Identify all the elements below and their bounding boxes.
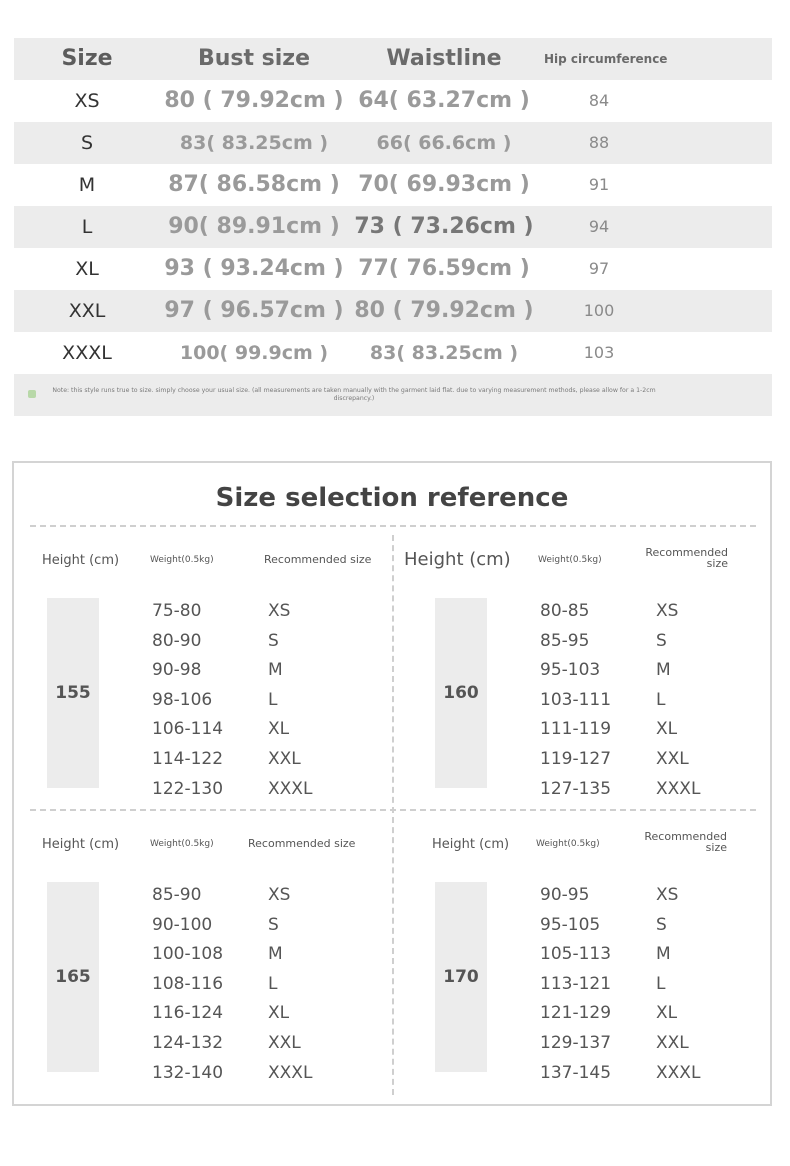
list-item: XXL	[268, 748, 301, 769]
list-item: 105-113	[540, 944, 612, 965]
recommended-label: Recommended size	[264, 553, 372, 566]
waist-cell: 80 ( 79.92cm )	[354, 298, 534, 323]
waist-cell: 73 ( 73.26cm )	[354, 214, 534, 239]
weight-label: Weight(0.5kg)	[150, 839, 214, 849]
list-item: 132-140	[152, 1062, 224, 1083]
height-block-165	[28, 817, 388, 1087]
list-item: 98-106	[152, 689, 213, 710]
weight-list	[540, 881, 611, 1088]
list-item: XXXL	[268, 1062, 313, 1083]
list-item: XXXL	[268, 778, 313, 799]
weight-list	[540, 597, 611, 804]
bust-cell: 97 ( 96.57cm )	[164, 298, 344, 323]
list-item: 119-127	[540, 748, 612, 769]
size-selection-reference-card	[12, 461, 772, 1106]
waist-cell: 64( 63.27cm )	[358, 88, 530, 113]
size-cell: XXXL	[62, 342, 112, 364]
list-item: M	[656, 660, 671, 681]
size-cell: XS	[74, 90, 100, 112]
table-row	[14, 80, 772, 122]
height-value: 155	[47, 598, 99, 788]
list-item: S	[268, 914, 279, 935]
list-item: 122-130	[152, 778, 224, 799]
height-label: Height (cm)	[432, 837, 510, 852]
list-item: 75-80	[152, 601, 202, 621]
table-row	[14, 206, 772, 248]
bust-cell: 80 ( 79.92cm )	[164, 88, 344, 113]
list-item: XXXL	[656, 778, 701, 799]
list-item: XXL	[268, 1032, 301, 1053]
waist-cell: 77( 76.59cm )	[358, 256, 530, 281]
list-item: 111-119	[540, 719, 612, 740]
table-row	[14, 290, 772, 332]
list-item: 90-95	[540, 885, 590, 905]
list-item: XS	[268, 601, 291, 621]
waist-cell: 66( 66.6cm )	[376, 132, 512, 154]
height-label: Height (cm)	[42, 837, 120, 852]
list-item: S	[268, 630, 279, 651]
list-item: 106-114	[152, 719, 224, 740]
list-item: L	[656, 973, 666, 994]
header-waist: Waistline	[386, 46, 502, 71]
size-cell: M	[78, 174, 96, 196]
list-item: 108-116	[152, 973, 224, 994]
weight-label: Weight(0.5kg)	[536, 839, 600, 849]
list-item: 124-132	[152, 1032, 224, 1053]
hip-cell: 91	[588, 175, 610, 194]
hip-cell: 97	[588, 259, 610, 278]
size-cell: XXL	[68, 300, 106, 322]
size-cell: L	[81, 216, 93, 238]
list-item: 116-124	[152, 1003, 224, 1024]
list-item: 114-122	[152, 748, 224, 769]
hip-cell: 88	[588, 133, 610, 152]
list-item: 127-135	[540, 778, 612, 799]
height-block-170	[402, 817, 762, 1087]
list-item: L	[656, 689, 666, 710]
height-value: 165	[47, 882, 99, 1072]
list-item: XS	[656, 601, 679, 621]
weight-label: Weight(0.5kg)	[538, 555, 602, 565]
recommended-label: Recommended size	[644, 830, 727, 854]
height-block-160	[402, 533, 762, 803]
header-bust: Bust size	[197, 46, 311, 71]
height-value: 160	[435, 598, 487, 788]
list-item: L	[268, 973, 278, 994]
bust-cell: 93 ( 93.24cm )	[164, 256, 344, 281]
waist-cell: 70( 69.93cm )	[358, 172, 530, 197]
weight-list	[152, 881, 223, 1088]
size-note: Note: this style runs true to size. simply choose your usual size. (all measurements are taken manually with the garment laid flat. due to varying measurement methods, please allow for a 1-2cm discrepancy.)	[52, 387, 656, 402]
list-item: 137-145	[540, 1062, 612, 1083]
size-cell: XL	[75, 258, 99, 280]
bust-cell: 90( 89.91cm )	[168, 214, 340, 239]
list-item: M	[268, 944, 283, 965]
size-cell: S	[80, 132, 94, 154]
divider	[30, 525, 756, 527]
size-list	[656, 597, 700, 804]
hip-cell: 103	[583, 343, 615, 362]
recommended-label: Recommended size	[645, 546, 728, 570]
list-item: XXXL	[656, 1062, 701, 1083]
divider	[392, 535, 394, 1095]
table-row	[14, 164, 772, 206]
size-note-row	[14, 374, 772, 416]
hip-cell: 84	[588, 91, 610, 110]
list-item: S	[656, 630, 667, 651]
list-item: M	[656, 944, 671, 965]
header-hip: Hip circumference	[544, 52, 668, 66]
list-item: XS	[268, 885, 291, 905]
recommended-label: Recommended size	[248, 837, 356, 850]
table-row	[14, 248, 772, 290]
table-row	[14, 332, 772, 374]
list-item: 90-98	[152, 660, 202, 681]
height-value: 170	[435, 882, 487, 1072]
size-list	[268, 881, 312, 1088]
list-item: 80-90	[152, 630, 202, 651]
list-item: 95-103	[540, 660, 601, 681]
reference-title: Size selection reference	[215, 483, 569, 513]
header-size: Size	[61, 46, 113, 71]
list-item: 113-121	[540, 973, 612, 994]
waist-cell: 83( 83.25cm )	[369, 342, 519, 364]
list-item: XL	[656, 719, 678, 740]
list-item: 90-100	[152, 914, 213, 935]
list-item: 129-137	[540, 1032, 612, 1053]
bust-cell: 100( 99.9cm )	[179, 342, 329, 364]
list-item: 121-129	[540, 1003, 612, 1024]
list-item: 85-90	[152, 885, 202, 905]
size-list	[656, 881, 700, 1088]
list-item: 100-108	[152, 944, 224, 965]
size-table-header-row	[14, 38, 772, 80]
list-item: XXL	[656, 1032, 689, 1053]
height-block-155	[28, 533, 388, 803]
list-item: M	[268, 660, 283, 681]
list-item: 80-85	[540, 601, 590, 621]
bust-cell: 83( 83.25cm )	[179, 132, 329, 154]
size-list	[268, 597, 312, 804]
list-item: L	[268, 689, 278, 710]
height-label: Height (cm)	[42, 553, 120, 568]
list-item: 85-95	[540, 630, 590, 651]
list-item: XS	[656, 885, 679, 905]
list-item: XXL	[656, 748, 689, 769]
hip-cell: 94	[588, 217, 610, 236]
weight-label: Weight(0.5kg)	[150, 555, 214, 565]
list-item: XL	[268, 719, 290, 740]
bust-cell: 87( 86.58cm )	[168, 172, 340, 197]
list-item: XL	[268, 1003, 290, 1024]
list-item: 103-111	[540, 689, 612, 710]
list-item: 95-105	[540, 914, 601, 935]
list-item: XL	[656, 1003, 678, 1024]
height-label: Height (cm)	[404, 549, 511, 570]
list-item: S	[656, 914, 667, 935]
size-chart-table	[14, 38, 772, 416]
weight-list	[152, 597, 223, 804]
table-row	[14, 122, 772, 164]
hip-cell: 100	[583, 301, 615, 320]
